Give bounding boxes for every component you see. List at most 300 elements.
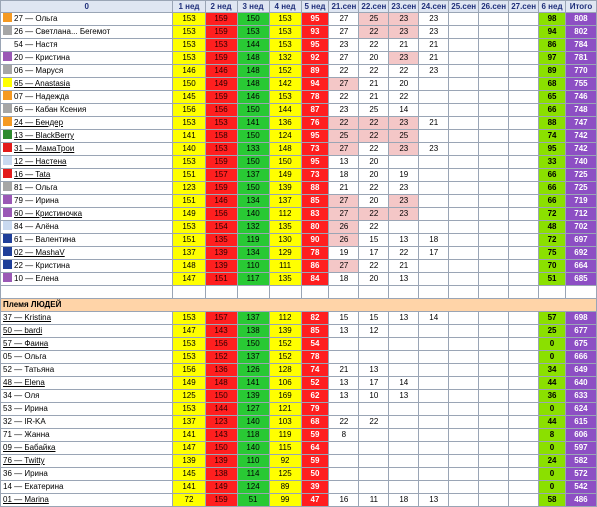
- player-name-cell[interactable]: [1, 221, 173, 234]
- date-5-cell[interactable]: [449, 234, 479, 247]
- week-4-cell[interactable]: 128: [269, 364, 301, 377]
- empty-cell[interactable]: [479, 286, 509, 299]
- week-2-cell[interactable]: 150: [205, 390, 237, 403]
- date-6-cell[interactable]: [479, 91, 509, 104]
- date-1-cell[interactable]: 27: [329, 26, 359, 39]
- date-3-cell[interactable]: 21: [389, 39, 419, 52]
- total-cell[interactable]: 697: [565, 234, 596, 247]
- date-2-cell[interactable]: [359, 455, 389, 468]
- date-1-cell[interactable]: 19: [329, 247, 359, 260]
- date-4-cell[interactable]: [419, 364, 449, 377]
- player-name-cell[interactable]: [1, 364, 173, 377]
- total-cell[interactable]: 755: [565, 78, 596, 91]
- week-3-cell[interactable]: 138: [237, 325, 269, 338]
- week-4-cell[interactable]: 152: [269, 338, 301, 351]
- date-7-cell[interactable]: [509, 221, 539, 234]
- week-6-cell[interactable]: 36: [539, 390, 566, 403]
- empty-cell[interactable]: [329, 286, 359, 299]
- date-3-cell[interactable]: [389, 403, 419, 416]
- week-5-cell[interactable]: 79: [301, 403, 329, 416]
- date-1-cell[interactable]: 27: [329, 195, 359, 208]
- date-2-cell[interactable]: 12: [359, 325, 389, 338]
- week-3-cell[interactable]: 51: [237, 494, 269, 507]
- total-cell[interactable]: 802: [565, 26, 596, 39]
- week-6-cell[interactable]: 98: [539, 13, 566, 26]
- date-1-cell[interactable]: 13: [329, 377, 359, 390]
- date-6-cell[interactable]: [479, 65, 509, 78]
- date-6-cell[interactable]: [479, 429, 509, 442]
- week-2-cell[interactable]: 136: [205, 364, 237, 377]
- date-4-cell[interactable]: [419, 78, 449, 91]
- week-1-cell[interactable]: 149: [173, 377, 205, 390]
- date-5-cell[interactable]: [449, 403, 479, 416]
- week-2-cell[interactable]: 149: [205, 481, 237, 494]
- header-week-4[interactable]: 4 нед: [269, 1, 301, 13]
- date-4-cell[interactable]: [419, 325, 449, 338]
- empty-cell[interactable]: [419, 286, 449, 299]
- date-1-cell[interactable]: [329, 481, 359, 494]
- date-2-cell[interactable]: 17: [359, 247, 389, 260]
- week-5-cell[interactable]: 95: [301, 156, 329, 169]
- week-2-cell[interactable]: 159: [205, 26, 237, 39]
- section-title[interactable]: Племя ЛЮДЕЙ: [1, 299, 597, 312]
- week-5-cell[interactable]: 85: [301, 195, 329, 208]
- week-2-cell[interactable]: 153: [205, 39, 237, 52]
- player-name-cell[interactable]: [1, 143, 173, 156]
- date-4-cell[interactable]: [419, 260, 449, 273]
- week-2-cell[interactable]: 123: [205, 416, 237, 429]
- date-3-cell[interactable]: 23: [389, 143, 419, 156]
- date-2-cell[interactable]: [359, 351, 389, 364]
- date-4-cell[interactable]: [419, 403, 449, 416]
- date-6-cell[interactable]: [479, 117, 509, 130]
- date-2-cell[interactable]: 20: [359, 52, 389, 65]
- date-6-cell[interactable]: [479, 325, 509, 338]
- date-2-cell[interactable]: 22: [359, 221, 389, 234]
- date-7-cell[interactable]: [509, 390, 539, 403]
- date-7-cell[interactable]: [509, 156, 539, 169]
- week-6-cell[interactable]: 44: [539, 377, 566, 390]
- week-6-cell[interactable]: 0: [539, 442, 566, 455]
- date-4-cell[interactable]: [419, 455, 449, 468]
- header-date-1[interactable]: 21.сен: [329, 1, 359, 13]
- week-1-cell[interactable]: 137: [173, 247, 205, 260]
- week-1-cell[interactable]: 153: [173, 13, 205, 26]
- week-4-cell[interactable]: 153: [269, 91, 301, 104]
- player-name-cell[interactable]: [1, 338, 173, 351]
- week-5-cell[interactable]: 87: [301, 104, 329, 117]
- date-3-cell[interactable]: 18: [389, 494, 419, 507]
- week-1-cell[interactable]: 153: [173, 338, 205, 351]
- date-6-cell[interactable]: [479, 39, 509, 52]
- week-5-cell[interactable]: 95: [301, 39, 329, 52]
- date-6-cell[interactable]: [479, 52, 509, 65]
- date-1-cell[interactable]: [329, 455, 359, 468]
- week-1-cell[interactable]: 141: [173, 429, 205, 442]
- date-5-cell[interactable]: [449, 195, 479, 208]
- date-6-cell[interactable]: [479, 195, 509, 208]
- week-4-cell[interactable]: 112: [269, 208, 301, 221]
- date-2-cell[interactable]: [359, 442, 389, 455]
- week-4-cell[interactable]: 136: [269, 117, 301, 130]
- date-5-cell[interactable]: [449, 260, 479, 273]
- week-5-cell[interactable]: 92: [301, 52, 329, 65]
- player-name-cell[interactable]: [1, 26, 173, 39]
- date-7-cell[interactable]: [509, 429, 539, 442]
- date-7-cell[interactable]: [509, 468, 539, 481]
- empty-cell[interactable]: [173, 286, 205, 299]
- date-2-cell[interactable]: 22: [359, 65, 389, 78]
- week-5-cell[interactable]: 89: [301, 65, 329, 78]
- total-cell[interactable]: 742: [565, 130, 596, 143]
- date-7-cell[interactable]: [509, 364, 539, 377]
- week-4-cell[interactable]: 124: [269, 130, 301, 143]
- date-1-cell[interactable]: 27: [329, 13, 359, 26]
- week-5-cell[interactable]: 52: [301, 377, 329, 390]
- total-cell[interactable]: 675: [565, 338, 596, 351]
- week-3-cell[interactable]: 137: [237, 351, 269, 364]
- week-1-cell[interactable]: 151: [173, 169, 205, 182]
- player-name-cell[interactable]: [1, 91, 173, 104]
- player-name-cell[interactable]: [1, 65, 173, 78]
- week-3-cell[interactable]: 153: [237, 26, 269, 39]
- week-1-cell[interactable]: 137: [173, 416, 205, 429]
- week-2-cell[interactable]: 148: [205, 377, 237, 390]
- week-5-cell[interactable]: 88: [301, 182, 329, 195]
- week-3-cell[interactable]: 141: [237, 377, 269, 390]
- date-7-cell[interactable]: [509, 208, 539, 221]
- empty-cell[interactable]: [269, 286, 301, 299]
- date-1-cell[interactable]: 26: [329, 221, 359, 234]
- date-7-cell[interactable]: [509, 351, 539, 364]
- player-name-cell[interactable]: [1, 481, 173, 494]
- player-name-cell[interactable]: [1, 390, 173, 403]
- total-cell[interactable]: 808: [565, 13, 596, 26]
- date-6-cell[interactable]: [479, 351, 509, 364]
- week-2-cell[interactable]: 157: [205, 312, 237, 325]
- week-3-cell[interactable]: 126: [237, 364, 269, 377]
- date-4-cell[interactable]: [419, 104, 449, 117]
- date-6-cell[interactable]: [479, 338, 509, 351]
- date-4-cell[interactable]: [419, 481, 449, 494]
- week-1-cell[interactable]: 153: [173, 26, 205, 39]
- week-4-cell[interactable]: 129: [269, 247, 301, 260]
- week-4-cell[interactable]: 152: [269, 65, 301, 78]
- week-6-cell[interactable]: 65: [539, 91, 566, 104]
- week-4-cell[interactable]: 112: [269, 312, 301, 325]
- week-5-cell[interactable]: 39: [301, 481, 329, 494]
- total-cell[interactable]: 615: [565, 416, 596, 429]
- date-6-cell[interactable]: [479, 273, 509, 286]
- date-7-cell[interactable]: [509, 52, 539, 65]
- week-1-cell[interactable]: 72: [173, 494, 205, 507]
- date-7-cell[interactable]: [509, 260, 539, 273]
- date-6-cell[interactable]: [479, 130, 509, 143]
- date-7-cell[interactable]: [509, 195, 539, 208]
- date-4-cell[interactable]: 17: [419, 247, 449, 260]
- week-5-cell[interactable]: 78: [301, 351, 329, 364]
- player-name-cell[interactable]: [1, 195, 173, 208]
- header-corner[interactable]: 0: [1, 1, 173, 13]
- date-7-cell[interactable]: [509, 13, 539, 26]
- week-1-cell[interactable]: 147: [173, 442, 205, 455]
- date-7-cell[interactable]: [509, 416, 539, 429]
- date-3-cell[interactable]: 22: [389, 247, 419, 260]
- total-cell[interactable]: 740: [565, 156, 596, 169]
- header-total[interactable]: Итого: [565, 1, 596, 13]
- week-6-cell[interactable]: 66: [539, 182, 566, 195]
- date-4-cell[interactable]: 23: [419, 13, 449, 26]
- week-4-cell[interactable]: 89: [269, 481, 301, 494]
- week-2-cell[interactable]: 159: [205, 91, 237, 104]
- week-2-cell[interactable]: 146: [205, 65, 237, 78]
- week-6-cell[interactable]: 48: [539, 221, 566, 234]
- date-1-cell[interactable]: 21: [329, 364, 359, 377]
- date-5-cell[interactable]: [449, 325, 479, 338]
- date-2-cell[interactable]: 20: [359, 273, 389, 286]
- week-2-cell[interactable]: 157: [205, 169, 237, 182]
- week-5-cell[interactable]: 93: [301, 26, 329, 39]
- week-6-cell[interactable]: 0: [539, 468, 566, 481]
- date-4-cell[interactable]: [419, 377, 449, 390]
- week-4-cell[interactable]: 125: [269, 468, 301, 481]
- week-6-cell[interactable]: 72: [539, 208, 566, 221]
- date-5-cell[interactable]: [449, 104, 479, 117]
- total-cell[interactable]: 725: [565, 169, 596, 182]
- week-1-cell[interactable]: 147: [173, 325, 205, 338]
- date-6-cell[interactable]: [479, 182, 509, 195]
- week-1-cell[interactable]: 156: [173, 364, 205, 377]
- week-3-cell[interactable]: 140: [237, 208, 269, 221]
- week-1-cell[interactable]: 140: [173, 143, 205, 156]
- header-date-2[interactable]: 22.сен: [359, 1, 389, 13]
- total-cell[interactable]: 582: [565, 455, 596, 468]
- header-week-3[interactable]: 3 нед: [237, 1, 269, 13]
- date-3-cell[interactable]: 23: [389, 52, 419, 65]
- date-3-cell[interactable]: 23: [389, 208, 419, 221]
- date-1-cell[interactable]: 18: [329, 169, 359, 182]
- week-6-cell[interactable]: 66: [539, 104, 566, 117]
- date-1-cell[interactable]: 15: [329, 312, 359, 325]
- date-3-cell[interactable]: 14: [389, 377, 419, 390]
- date-3-cell[interactable]: 23: [389, 117, 419, 130]
- week-2-cell[interactable]: 156: [205, 338, 237, 351]
- week-6-cell[interactable]: 88: [539, 117, 566, 130]
- date-2-cell[interactable]: 11: [359, 494, 389, 507]
- date-5-cell[interactable]: [449, 429, 479, 442]
- date-5-cell[interactable]: [449, 182, 479, 195]
- week-3-cell[interactable]: 150: [237, 182, 269, 195]
- week-6-cell[interactable]: 44: [539, 416, 566, 429]
- date-1-cell[interactable]: 25: [329, 130, 359, 143]
- week-5-cell[interactable]: 78: [301, 247, 329, 260]
- player-name-cell[interactable]: [1, 247, 173, 260]
- week-3-cell[interactable]: 148: [237, 65, 269, 78]
- date-2-cell[interactable]: [359, 338, 389, 351]
- date-3-cell[interactable]: [389, 338, 419, 351]
- total-cell[interactable]: 542: [565, 481, 596, 494]
- week-3-cell[interactable]: 148: [237, 52, 269, 65]
- date-6-cell[interactable]: [479, 494, 509, 507]
- week-1-cell[interactable]: 150: [173, 78, 205, 91]
- week-4-cell[interactable]: 135: [269, 221, 301, 234]
- date-7-cell[interactable]: [509, 91, 539, 104]
- player-name-cell[interactable]: [1, 377, 173, 390]
- week-2-cell[interactable]: 159: [205, 52, 237, 65]
- empty-cell[interactable]: [449, 286, 479, 299]
- date-3-cell[interactable]: [389, 416, 419, 429]
- total-cell[interactable]: 742: [565, 143, 596, 156]
- date-7-cell[interactable]: [509, 78, 539, 91]
- date-5-cell[interactable]: [449, 156, 479, 169]
- week-5-cell[interactable]: 86: [301, 260, 329, 273]
- date-4-cell[interactable]: 18: [419, 234, 449, 247]
- date-7-cell[interactable]: [509, 403, 539, 416]
- player-name-cell[interactable]: [1, 234, 173, 247]
- week-4-cell[interactable]: 130: [269, 234, 301, 247]
- week-5-cell[interactable]: 54: [301, 338, 329, 351]
- empty-cell[interactable]: [359, 286, 389, 299]
- date-5-cell[interactable]: [449, 130, 479, 143]
- week-5-cell[interactable]: 73: [301, 169, 329, 182]
- date-4-cell[interactable]: 21: [419, 39, 449, 52]
- week-2-cell[interactable]: 143: [205, 429, 237, 442]
- week-2-cell[interactable]: 152: [205, 351, 237, 364]
- date-3-cell[interactable]: 13: [389, 390, 419, 403]
- week-1-cell[interactable]: 151: [173, 195, 205, 208]
- week-2-cell[interactable]: 146: [205, 195, 237, 208]
- week-5-cell[interactable]: 94: [301, 78, 329, 91]
- date-2-cell[interactable]: 22: [359, 260, 389, 273]
- total-cell[interactable]: 702: [565, 221, 596, 234]
- total-cell[interactable]: 649: [565, 364, 596, 377]
- player-name-cell[interactable]: [1, 78, 173, 91]
- week-5-cell[interactable]: 82: [301, 312, 329, 325]
- date-3-cell[interactable]: [389, 455, 419, 468]
- total-cell[interactable]: 781: [565, 52, 596, 65]
- date-5-cell[interactable]: [449, 481, 479, 494]
- week-6-cell[interactable]: 25: [539, 325, 566, 338]
- week-2-cell[interactable]: 135: [205, 234, 237, 247]
- empty-cell[interactable]: [539, 286, 566, 299]
- week-3-cell[interactable]: 140: [237, 416, 269, 429]
- week-6-cell[interactable]: 0: [539, 481, 566, 494]
- date-5-cell[interactable]: [449, 390, 479, 403]
- date-2-cell[interactable]: 25: [359, 104, 389, 117]
- date-3-cell[interactable]: 25: [389, 130, 419, 143]
- date-6-cell[interactable]: [479, 390, 509, 403]
- date-4-cell[interactable]: 14: [419, 312, 449, 325]
- date-1-cell[interactable]: [329, 403, 359, 416]
- date-1-cell[interactable]: 26: [329, 234, 359, 247]
- week-2-cell[interactable]: 139: [205, 455, 237, 468]
- week-4-cell[interactable]: 139: [269, 182, 301, 195]
- week-4-cell[interactable]: 142: [269, 78, 301, 91]
- date-7-cell[interactable]: [509, 377, 539, 390]
- total-cell[interactable]: 633: [565, 390, 596, 403]
- empty-cell[interactable]: [389, 286, 419, 299]
- week-1-cell[interactable]: 153: [173, 351, 205, 364]
- week-4-cell[interactable]: 92: [269, 455, 301, 468]
- date-3-cell[interactable]: [389, 156, 419, 169]
- total-cell[interactable]: 572: [565, 468, 596, 481]
- week-4-cell[interactable]: 121: [269, 403, 301, 416]
- date-5-cell[interactable]: [449, 364, 479, 377]
- week-6-cell[interactable]: 0: [539, 351, 566, 364]
- player-name-cell[interactable]: [1, 13, 173, 26]
- week-1-cell[interactable]: 146: [173, 65, 205, 78]
- week-5-cell[interactable]: 83: [301, 208, 329, 221]
- header-date-7[interactable]: 27.сен: [509, 1, 539, 13]
- player-name-cell[interactable]: [1, 312, 173, 325]
- date-5-cell[interactable]: [449, 494, 479, 507]
- date-6-cell[interactable]: [479, 208, 509, 221]
- week-3-cell[interactable]: 150: [237, 156, 269, 169]
- week-6-cell[interactable]: 0: [539, 403, 566, 416]
- date-2-cell[interactable]: 21: [359, 91, 389, 104]
- date-6-cell[interactable]: [479, 377, 509, 390]
- player-name-cell[interactable]: [1, 104, 173, 117]
- date-2-cell[interactable]: 25: [359, 13, 389, 26]
- total-cell[interactable]: 677: [565, 325, 596, 338]
- date-5-cell[interactable]: [449, 338, 479, 351]
- player-name-cell[interactable]: [1, 39, 173, 52]
- date-1-cell[interactable]: 27: [329, 208, 359, 221]
- week-2-cell[interactable]: 153: [205, 143, 237, 156]
- date-4-cell[interactable]: [419, 351, 449, 364]
- date-3-cell[interactable]: 23: [389, 26, 419, 39]
- date-3-cell[interactable]: [389, 221, 419, 234]
- date-4-cell[interactable]: [419, 468, 449, 481]
- week-3-cell[interactable]: 132: [237, 221, 269, 234]
- player-name-cell[interactable]: [1, 468, 173, 481]
- date-7-cell[interactable]: [509, 481, 539, 494]
- date-1-cell[interactable]: [329, 442, 359, 455]
- week-6-cell[interactable]: 0: [539, 338, 566, 351]
- date-4-cell[interactable]: 23: [419, 65, 449, 78]
- date-2-cell[interactable]: 22: [359, 117, 389, 130]
- week-3-cell[interactable]: 134: [237, 247, 269, 260]
- week-4-cell[interactable]: 153: [269, 39, 301, 52]
- week-4-cell[interactable]: 153: [269, 13, 301, 26]
- date-4-cell[interactable]: [419, 416, 449, 429]
- date-7-cell[interactable]: [509, 182, 539, 195]
- date-3-cell[interactable]: [389, 351, 419, 364]
- date-5-cell[interactable]: [449, 78, 479, 91]
- date-7-cell[interactable]: [509, 39, 539, 52]
- header-date-6[interactable]: 26.сен: [479, 1, 509, 13]
- date-2-cell[interactable]: 20: [359, 156, 389, 169]
- week-2-cell[interactable]: 159: [205, 156, 237, 169]
- week-1-cell[interactable]: 139: [173, 455, 205, 468]
- week-6-cell[interactable]: 33: [539, 156, 566, 169]
- date-3-cell[interactable]: 13: [389, 234, 419, 247]
- week-4-cell[interactable]: 137: [269, 195, 301, 208]
- date-3-cell[interactable]: 21: [389, 260, 419, 273]
- date-2-cell[interactable]: 10: [359, 390, 389, 403]
- date-1-cell[interactable]: 13: [329, 156, 359, 169]
- week-2-cell[interactable]: 159: [205, 494, 237, 507]
- week-6-cell[interactable]: 86: [539, 39, 566, 52]
- date-6-cell[interactable]: [479, 455, 509, 468]
- week-4-cell[interactable]: 150: [269, 156, 301, 169]
- week-5-cell[interactable]: 80: [301, 221, 329, 234]
- week-1-cell[interactable]: 153: [173, 403, 205, 416]
- week-5-cell[interactable]: 84: [301, 273, 329, 286]
- week-3-cell[interactable]: 140: [237, 442, 269, 455]
- date-1-cell[interactable]: 21: [329, 182, 359, 195]
- empty-cell[interactable]: [237, 286, 269, 299]
